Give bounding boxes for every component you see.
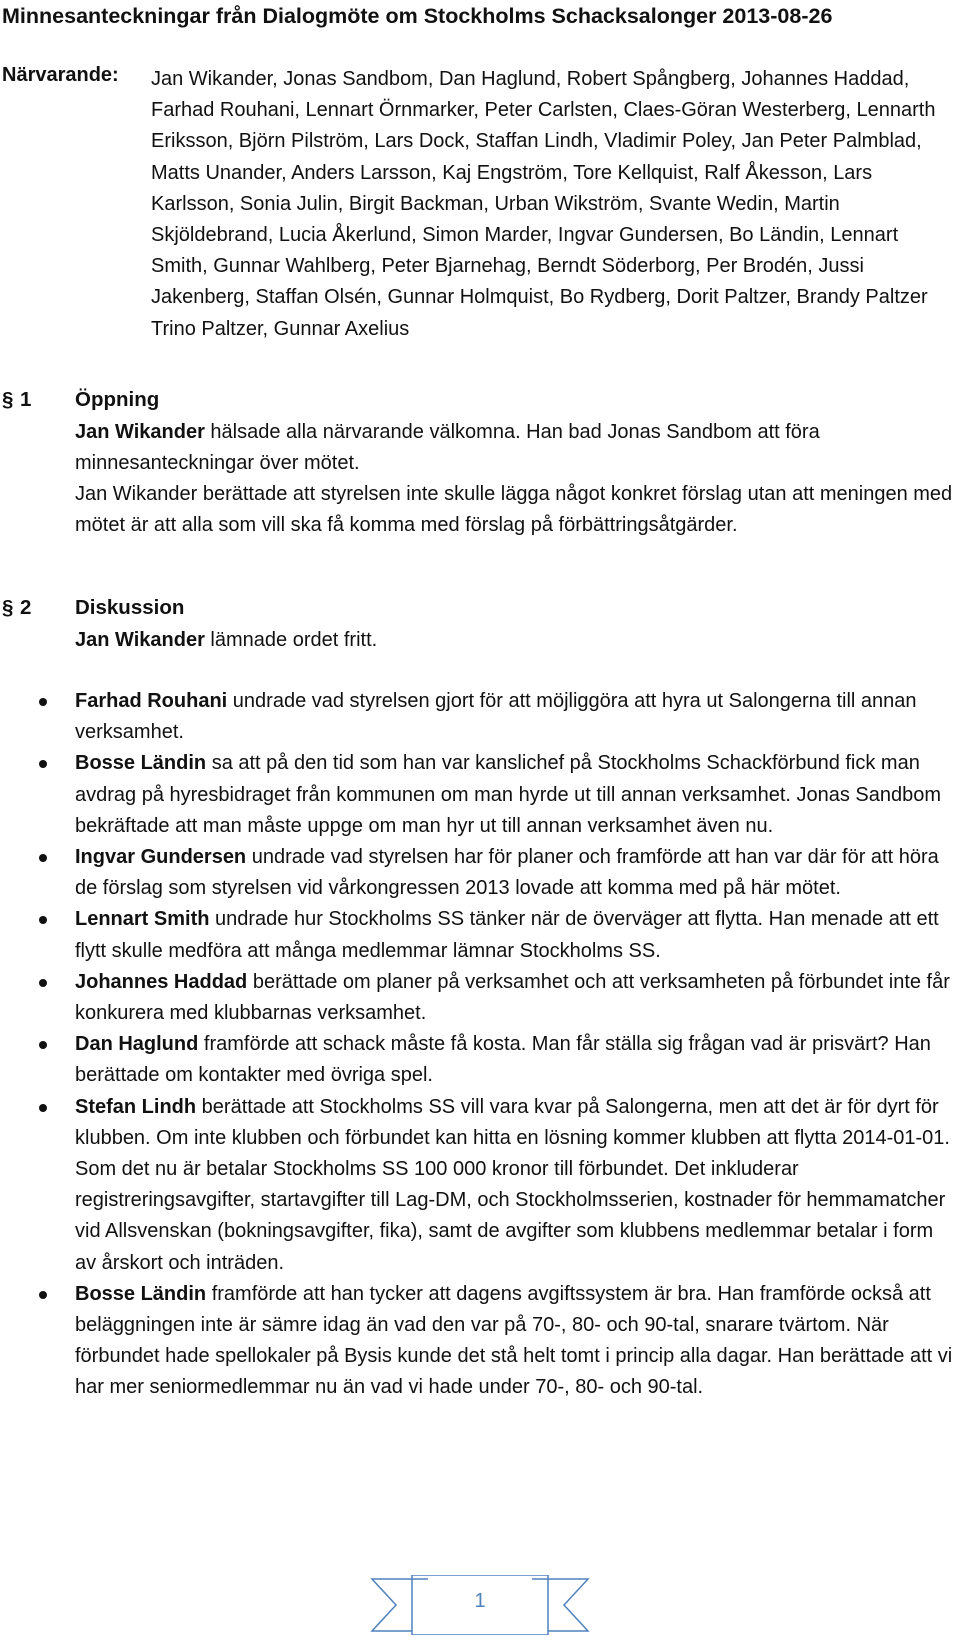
speaker-name: Johannes Haddad <box>75 970 248 993</box>
bullet-text: undrade hur Stockholms SS tänker när de överväger att flytta. Han menade att ett flytt skulle medföra att många medlemmar lämnar Stockholms SS. <box>75 908 939 962</box>
bullet-text: undrade vad styrelsen har för planer och framförde att han var där för att höra de förslag som styrelsen vid vårkongressen 2013 lovade att komma med på här mötet. <box>75 846 939 900</box>
speaker-name: Jan Wikander <box>75 421 205 443</box>
list-item <box>0 1092 955 1279</box>
bullet-text: undrade vad styrelsen gjort för att möjliggöra att hyra ut Salongerna till annan verksamhet. <box>75 690 917 744</box>
bullet-icon <box>39 760 47 768</box>
bullet-icon <box>39 698 47 706</box>
bullet-icon <box>39 854 47 862</box>
speaker-name: Farhad Rouhani <box>75 690 228 712</box>
list-item <box>0 1029 955 1091</box>
speaker-name: Jan Wikander <box>75 629 205 651</box>
list-item <box>0 904 955 966</box>
bullet-text: sa att på den tid som han var kanslichef på Stockholms Schackförbund fick man avdrag på hyresbidraget från kommunen om man hyrde ut till annan verksamhet. Jonas Sandbom bekräftade att man måste uppge om man hyr ut till annan verksamhet även nu. <box>75 752 942 837</box>
bullet-icon <box>39 1041 47 1049</box>
discussion-bullet-list <box>0 686 960 1404</box>
paragraph-text: hälsade alla närvarande välkomna. Han bad Jonas Sandbom att föra minnesanteckningar över mötet. <box>75 421 820 475</box>
speaker-name: Bosse Ländin <box>75 752 207 775</box>
bullet-text: framförde att schack måste få kosta. Man får ställa sig frågan vad är prisvärt? Han berättade om kontakter med övriga spel. <box>75 1033 931 1087</box>
list-item <box>0 1279 955 1404</box>
section-1-paragraph-1 <box>75 417 955 479</box>
document-title: Minnesanteckningar från Dialogmöte om Stockholms Schacksalonger 2013-08-26 <box>2 4 833 28</box>
section-1-paragraph-2: Jan Wikander berättade att styrelsen inte skulle lägga något konkret förslag utan att meningen med mötet är att alla som vill ska få komma med förslag på förbättringsåtgärder. <box>75 483 953 537</box>
speaker-name: Ingvar Gundersen <box>75 846 247 869</box>
speaker-name: Lennart Smith <box>75 908 210 931</box>
section-heading: Öppning <box>75 388 160 411</box>
section-2-paragraph-1 <box>75 625 955 656</box>
list-item <box>0 748 955 842</box>
bullet-icon <box>39 979 47 987</box>
list-item <box>0 686 955 748</box>
bullet-text: berättade om planer på verksamhet och att verksamheten på förbundet inte får konkurera med klubbarnas verksamhet. <box>75 970 950 1025</box>
speaker-name: Bosse Ländin <box>75 1282 207 1305</box>
bullet-text: berättade att Stockholms SS vill vara kvar på Salongerna, men att det är för dyrt för klubben. Om inte klubben och förbundet kan hitta en lösning kommer klubben att flytta 2014-01-01. Som det nu är betalar Stockholms SS 100 000 kronor till förbundet. Det inkluderar registreringsavgifter, startavgifter till Lag-DM, och Stockholmsserien, kostnader för hemmamatcher vid Allsvenskan (bokningsavgifter, fika), samt de avgifter som klubbens medlemmar betalar i form av årskort och inträden. <box>75 1095 950 1274</box>
page-number: 1 <box>474 1590 486 1612</box>
bullet-icon <box>39 916 47 924</box>
page-number-ribbon <box>370 1575 590 1635</box>
attendees-label: Närvarande: <box>2 64 119 86</box>
speaker-name: Dan Haglund <box>75 1033 199 1056</box>
bullet-icon <box>39 1104 47 1112</box>
list-item <box>0 967 955 1029</box>
section-number: 2 <box>20 596 32 619</box>
speaker-name: Stefan Lindh <box>75 1095 197 1118</box>
section-symbol: § <box>2 596 14 619</box>
paragraph-text: lämnade ordet fritt. <box>204 629 378 651</box>
section-heading: Diskussion <box>75 596 185 619</box>
section-symbol: § <box>2 388 14 411</box>
attendees-list: Jan Wikander, Jonas Sandbom, Dan Haglund, Robert Spångberg, Johannes Haddad, Farhad Rouhani, Lennart Örnmarker, Peter Carlsten, Claes-Göran Westerberg, Lennarth Eriksson, Björn Pilström, Lars Dock, Staffan Lindh, Vladimir Poley, Jan Peter Palmblad, Matts Unander, Anders Larsson, Kaj Engström, Tore Kellquist, Ralf Åkesson, Lars Karlsson, Sonia Julin, Birgit Backman, Urban Wikström, Svante Wedin, Martin Skjöldebrand, Lucia Åkerlund, Simon Marder, Ingvar Gundersen, Bo Ländin, Lennart Smith, Gunnar Wahlberg, Peter Bjarnehag, Berndt Söderborg, Per Brodén, Jussi Jakenberg, Staffan Olsén, Gunnar Holmquist, Bo Rydberg, Dorit Paltzer, Brandy Paltzer Trino Paltzer, Gunnar Axelius <box>151 68 936 340</box>
bullet-icon <box>39 1291 47 1299</box>
bullet-text: framförde att han tycker att dagens avgiftssystem är bra. Han framförde också att beläggningen inte är sämre idag än vad den var på 70-, 80- och 90-tal, snarare tvärtom. När förbundet hade spellokaler på Bysis kunde det stå helt tomt i princip alla dagar. Han berättade att vi har mer seniormedlemmar nu än vad vi hade under 70-, 80- och 90-tal. <box>75 1282 953 1399</box>
section-number: 1 <box>20 388 32 411</box>
list-item <box>0 842 955 904</box>
